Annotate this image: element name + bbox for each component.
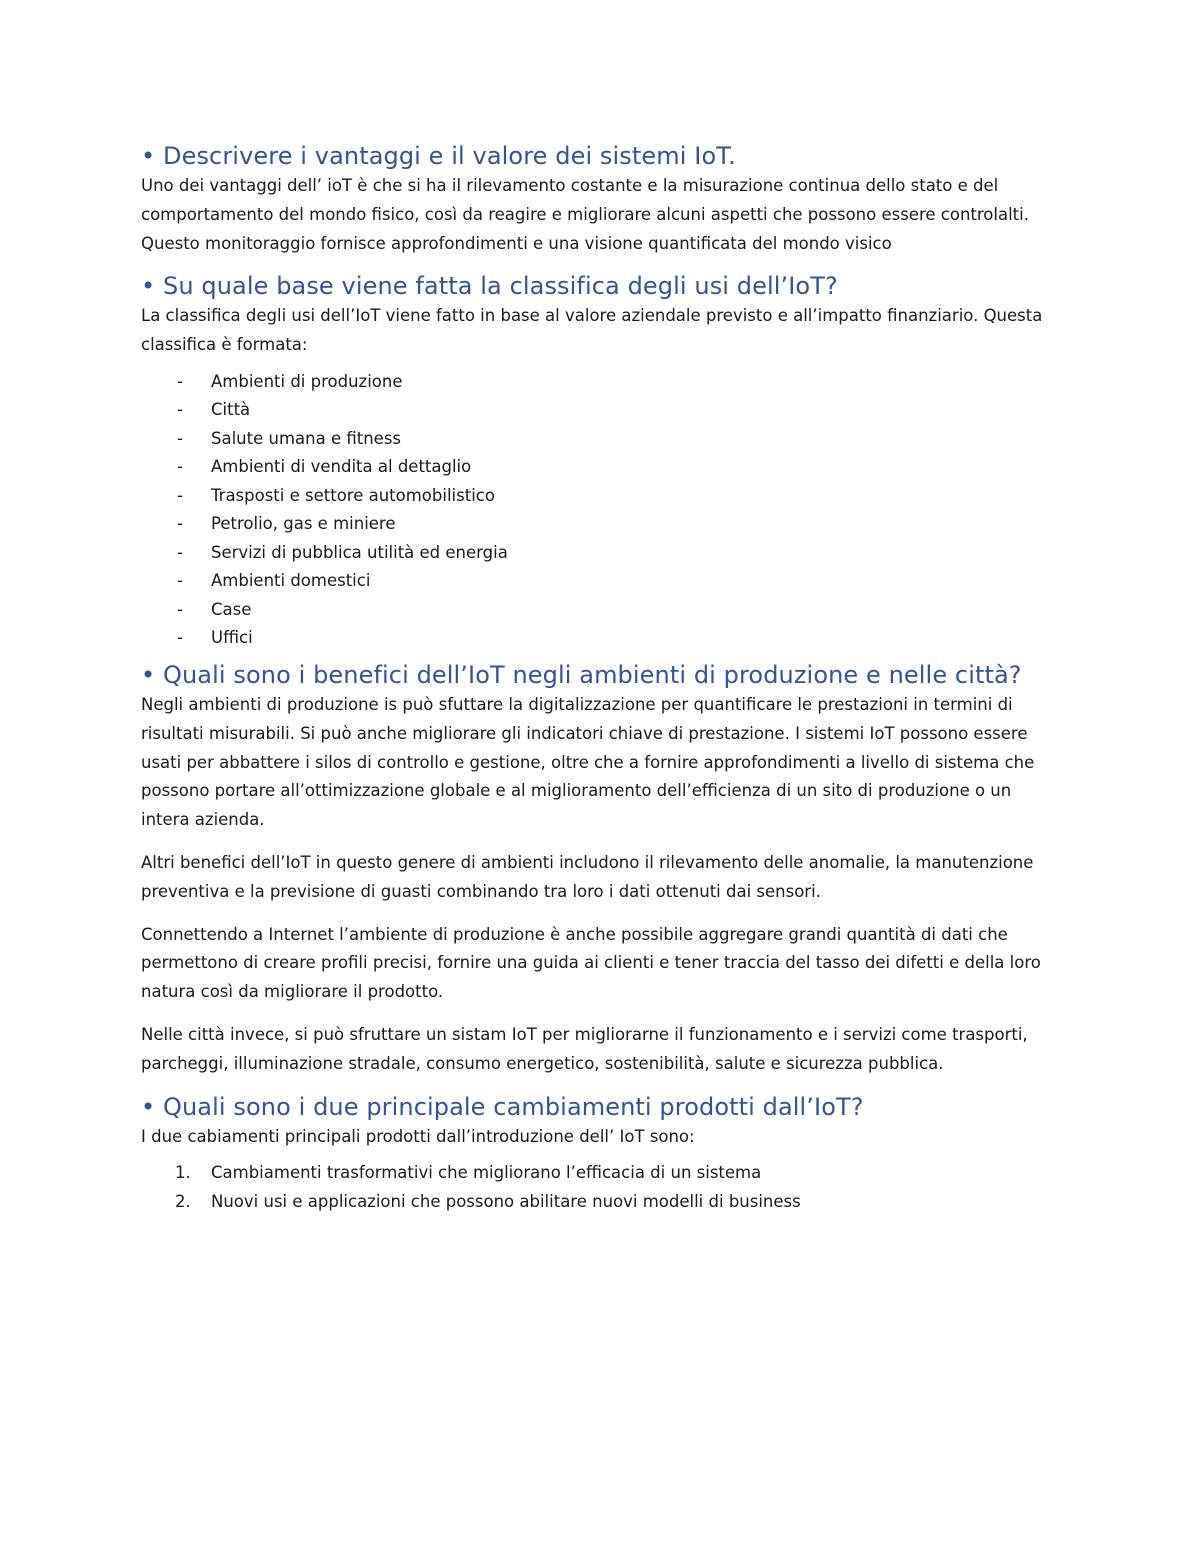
- list-item: - Ambienti di produzione: [177, 371, 403, 391]
- list-item: - Uffici: [177, 628, 253, 648]
- list-item: 2. Nuovi usi e applicazioni che possono abilitare nuovi modelli di business: [175, 1191, 801, 1211]
- document-page: [141, 140, 1061, 1222]
- heading-text: Su quale base viene fatta la classifica degli usi dell’IoT?: [163, 272, 838, 301]
- section-heading: [141, 1091, 1061, 1123]
- list-item: - Ambienti di vendita al dettaglio: [177, 457, 472, 477]
- paragraph: Uno dei vantaggi dell’ ioT è che si ha il rilevamento costante e la misurazione continua dello stato e del comportamento del mondo fisico, così da reagire e migliorare alcuni aspetti che possono essere controlalti. Questo monitoraggio fornisce approfondimenti e una visione quantificata del mondo visico: [141, 176, 1029, 253]
- paragraph: Altri benefici dell’IoT in questo genere di ambienti includono il rilevamento delle anomalie, la manutenzione preventiva e la previsione di guasti combinando tra loro i dati ottenuti dai sensori.: [141, 852, 1034, 901]
- list-item: - Case: [177, 599, 252, 619]
- section-heading: [141, 270, 1061, 302]
- heading-text: Descrivere i vantaggi e il valore dei sistemi IoT.: [163, 142, 736, 170]
- list-item: - Città: [177, 400, 251, 420]
- heading-bullet: •: [141, 1092, 156, 1121]
- changes-list: [141, 1159, 1061, 1216]
- list-item: - Salute umana e fitness: [177, 428, 402, 448]
- paragraph: Nelle città invece, si può sfruttare un sistam IoT per migliorarne il funzionamento e i servizi come trasporti, parcheggi, illuminazione stradale, consumo energetico, sostenibilità, salute e sicurezza pubblica.: [141, 1024, 1028, 1073]
- list-item: - Trasposti e settore automobilistico: [177, 485, 495, 505]
- section-heading: [141, 140, 1061, 172]
- heading-bullet: •: [141, 142, 156, 170]
- paragraph: Negli ambienti di produzione is può sfuttare la digitalizzazione per quantificare le prestazioni in termini di risultati misurabili. Si può anche migliorare gli indicatori chiave di prestazione. I sistemi IoT possono essere usati per abbattere i silos di controllo e gestione, oltre che a fornire approfondimenti a livello di sistema che possono portare all’ottimizzazione globale e al miglioramento dell’efficienza di un sito di produzione o un intera azienda.: [141, 694, 1035, 830]
- paragraph: La classifica degli usi dell’IoT viene fatto in base al valore aziendale previsto e all’impatto finanziario. Questa classifica è formata:: [141, 306, 1043, 355]
- list-item: - Ambienti domestici: [177, 571, 371, 591]
- list-item: - Petrolio, gas e miniere: [177, 514, 396, 534]
- section-vantaggi: [141, 140, 1061, 258]
- heading-text: Quali sono i due principale cambiamenti prodotti dall’IoT?: [163, 1092, 864, 1121]
- list-item: 1. Cambiamenti trasformativi che migliorano l’efficacia di un sistema: [175, 1163, 762, 1183]
- heading-bullet: •: [141, 272, 156, 301]
- heading-text: Quali sono i benefici dell’IoT negli ambienti di produzione e nelle città?: [163, 660, 1022, 689]
- paragraph: I due cabiamenti principali prodotti dall’introduzione dell’ IoT sono:: [141, 1126, 695, 1146]
- section-benefici: [141, 659, 1061, 1079]
- section-cambiamenti: [141, 1091, 1061, 1217]
- usage-list: [141, 368, 1061, 653]
- list-item: - Servizi di pubblica utilità ed energia: [177, 542, 508, 562]
- section-heading: [141, 659, 1061, 691]
- heading-bullet: •: [141, 660, 156, 689]
- section-classifica: [141, 270, 1061, 653]
- paragraph: Connettendo a Internet l’ambiente di produzione è anche possibile aggregare grandi quantità di dati che permettono di creare profili precisi, fornire una guida ai clienti e tener traccia del tasso dei difetti e della loro natura così da migliorare il prodotto.: [141, 924, 1041, 1002]
